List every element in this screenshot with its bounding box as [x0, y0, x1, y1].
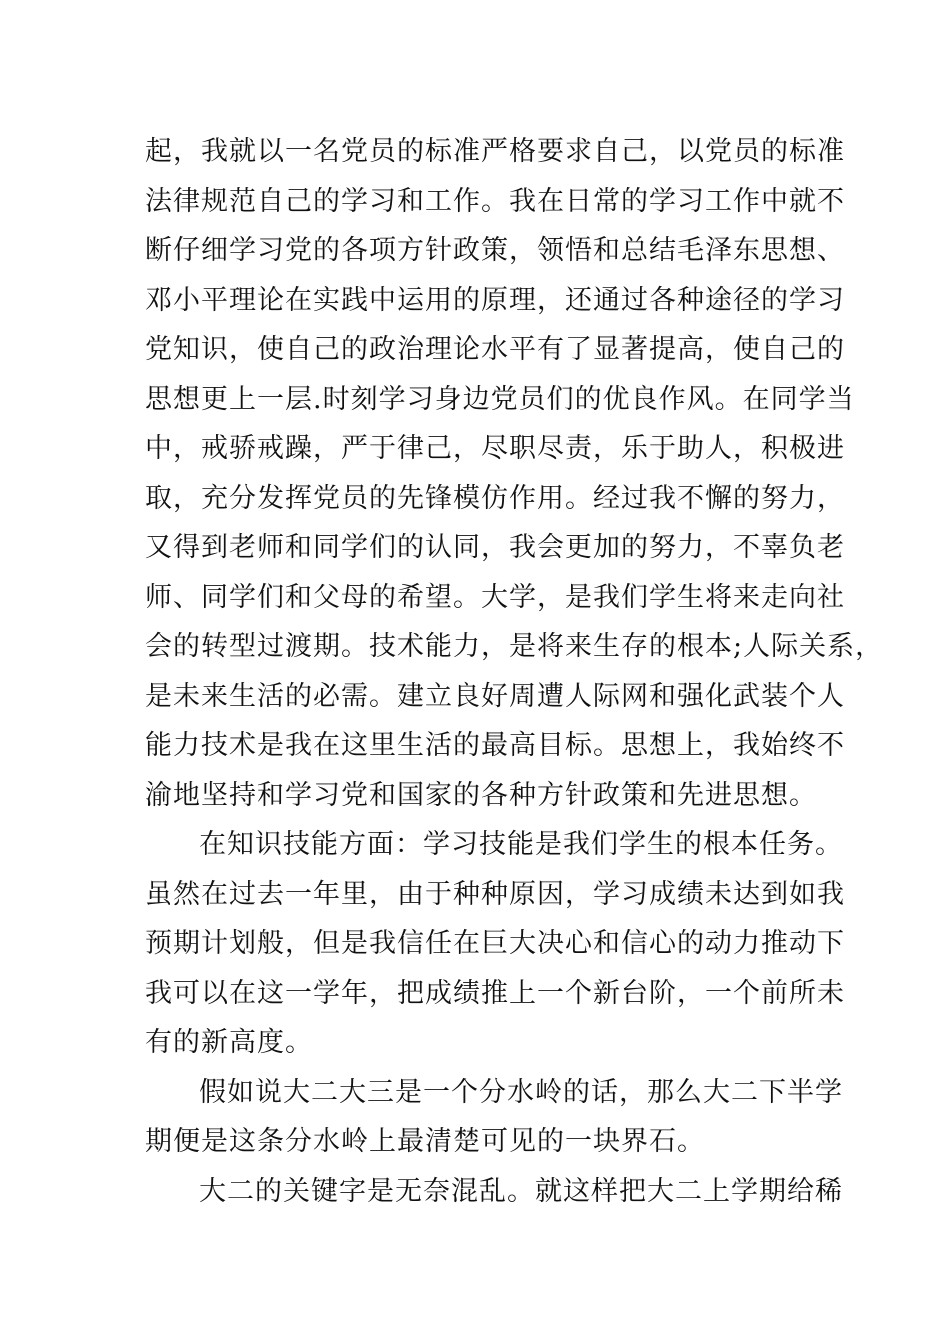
text-line: 假如说大二大三是一个分水岭的话，那么大二下半学	[199, 1076, 843, 1108]
text-line: 在知识技能方面：学习技能是我们学生的根本任务。	[199, 829, 843, 860]
text-line: 会的转型过渡期。技术能力，是将来生存的根本;人际关系，	[145, 631, 884, 662]
text-line: 取，充分发挥党员的先锋模仿作用。经过我不懈的努力，	[145, 482, 845, 514]
text-line: 党知识，使自己的政治理论水平有了显著提高，使自己的	[145, 334, 845, 365]
text-line: 起，我就以一名党员的标准严格要求自己，以党员的标准	[145, 136, 845, 167]
text-line: 是未来生活的必需。建立良好周遭人际网和强化武装个人	[145, 680, 845, 712]
text-line: 邓小平理论在实践中运用的原理，还通过各种途径的学习	[145, 284, 845, 316]
text-line: 虽然在过去一年里，由于种种原因，学习成绩未达到如我	[145, 878, 845, 910]
text-line: 期便是这条分水岭上最清楚可见的一块界石。	[145, 1126, 705, 1157]
text-line: 大二的关键字是无奈混乱。就这样把大二上学期给稀	[199, 1175, 843, 1207]
text-line: 中，戒骄戒躁，严于律己，尽职尽责，乐于助人，积极进	[145, 433, 845, 464]
text-line: 预期计划般，但是我信任在巨大决心和信心的动力推动下	[145, 928, 845, 959]
text-line: 师、同学们和父母的希望。大学，是我们学生将来走向社	[145, 581, 845, 613]
body-text	[145, 127, 884, 1216]
text-line: 有的新高度。	[145, 1027, 313, 1058]
text-line: 断仔细学习党的各项方针政策，领悟和总结毛泽东思想、	[145, 235, 845, 266]
text-line: 我可以在这一学年，把成绩推上一个新台阶，一个前所未	[145, 977, 845, 1009]
text-line: 思想更上一层.时刻学习身边党员们的优良作风。在同学当	[145, 383, 855, 415]
text-line: 法律规范自己的学习和工作。我在日常的学习工作中就不	[145, 185, 845, 217]
text-line: 又得到老师和同学们的认同，我会更加的努力，不辜负老	[145, 532, 845, 563]
text-line: 能力技术是我在这里生活的最高目标。思想上，我始终不	[145, 730, 845, 761]
text-line: 渝地坚持和学习党和国家的各种方针政策和先进思想。	[145, 779, 817, 811]
